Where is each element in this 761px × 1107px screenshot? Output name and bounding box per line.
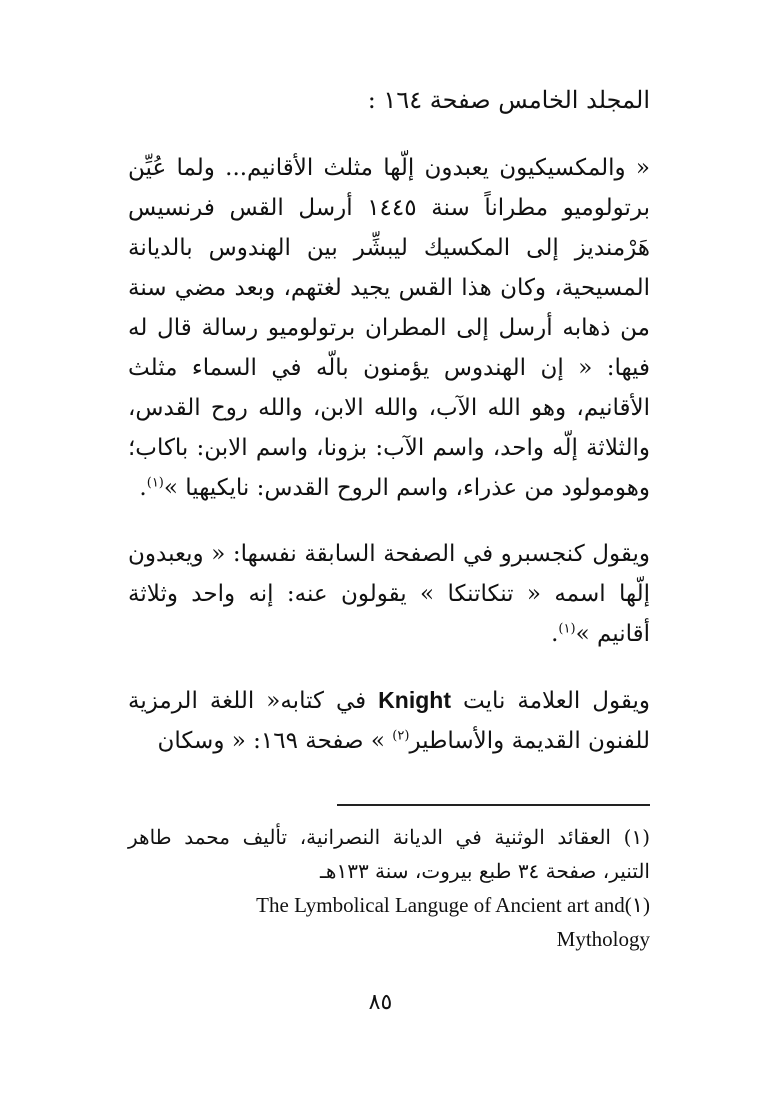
- footnote-2-line-2: Mythology: [556, 927, 650, 951]
- footnote-1: (١) العقائد الوثنية في الديانة النصرانية، تأليف محمد طاهر التنير، صفحة ٣٤ طبع بيروت، سنة ١٣٣هـ: [128, 825, 650, 883]
- footnote-ref: (٢): [392, 728, 410, 744]
- page-number: ٨٥: [368, 990, 393, 1015]
- paragraph-quote-mexicans: [128, 148, 650, 508]
- footnote-2-line-1: The Lymbolical Languge of Ancient art and(١): [256, 893, 650, 917]
- page-heading: المجلد الخامس صفحة ١٦٤ :: [367, 86, 650, 114]
- paragraph-end: .: [139, 475, 147, 501]
- paragraph-knight: [128, 680, 650, 761]
- footnote-divider: [337, 804, 650, 806]
- latin-name-knight: Knight: [378, 687, 451, 713]
- paragraph-text: ويقول كنجسبرو في الصفحة السابقة نفسها: « ويعبدون إلّها اسمه « تنكاتنكا » يقولون عنه: إنه واحد وثلاثة أقانيم »: [128, 541, 650, 647]
- paragraph-text: ويقول العلامة نايت: [463, 688, 651, 714]
- paragraph-text: » صفحة ١٦٩: « وسكان: [157, 728, 385, 754]
- paragraph-text: في كتابه« اللغة الرمزية للفنون القديمة والأساطير: [128, 688, 650, 754]
- footnote-ref: (١): [146, 475, 164, 491]
- footnote-ref: (١): [558, 621, 576, 637]
- paragraph-kingsborough: [128, 534, 650, 654]
- footnotes: [128, 820, 650, 956]
- paragraph-end: .: [551, 621, 559, 647]
- page-body: [128, 80, 650, 761]
- paragraph-text: « والمكسيكيون يعبدون إلّها مثلث الأقانيم... ولما عُيِّن برتولوميو مطراناً سنة ١٤٤٥ أرسل القس فرنسيس هَرْمنديز إلى المكسيك ليبشِّر بين الهندوس بالديانة المسيحية، وكان هذا القس يجيد لغتهم، وبعد مضي سنة من ذهابه أرسل إلى المطران برتولوميو رسالة قال له فيها: « إن الهندوس يؤمنون بالّه في السماء مثلث الأقانيم، وهو الله الآب، والله الابن، والله روح القدس، والثلاثة إلّه واحد، واسم الآب: بزونا، واسم الابن: باكاب؛ وهومولود من عذراء، واسم الروح القدس: نايكيهيا »: [128, 155, 651, 501]
